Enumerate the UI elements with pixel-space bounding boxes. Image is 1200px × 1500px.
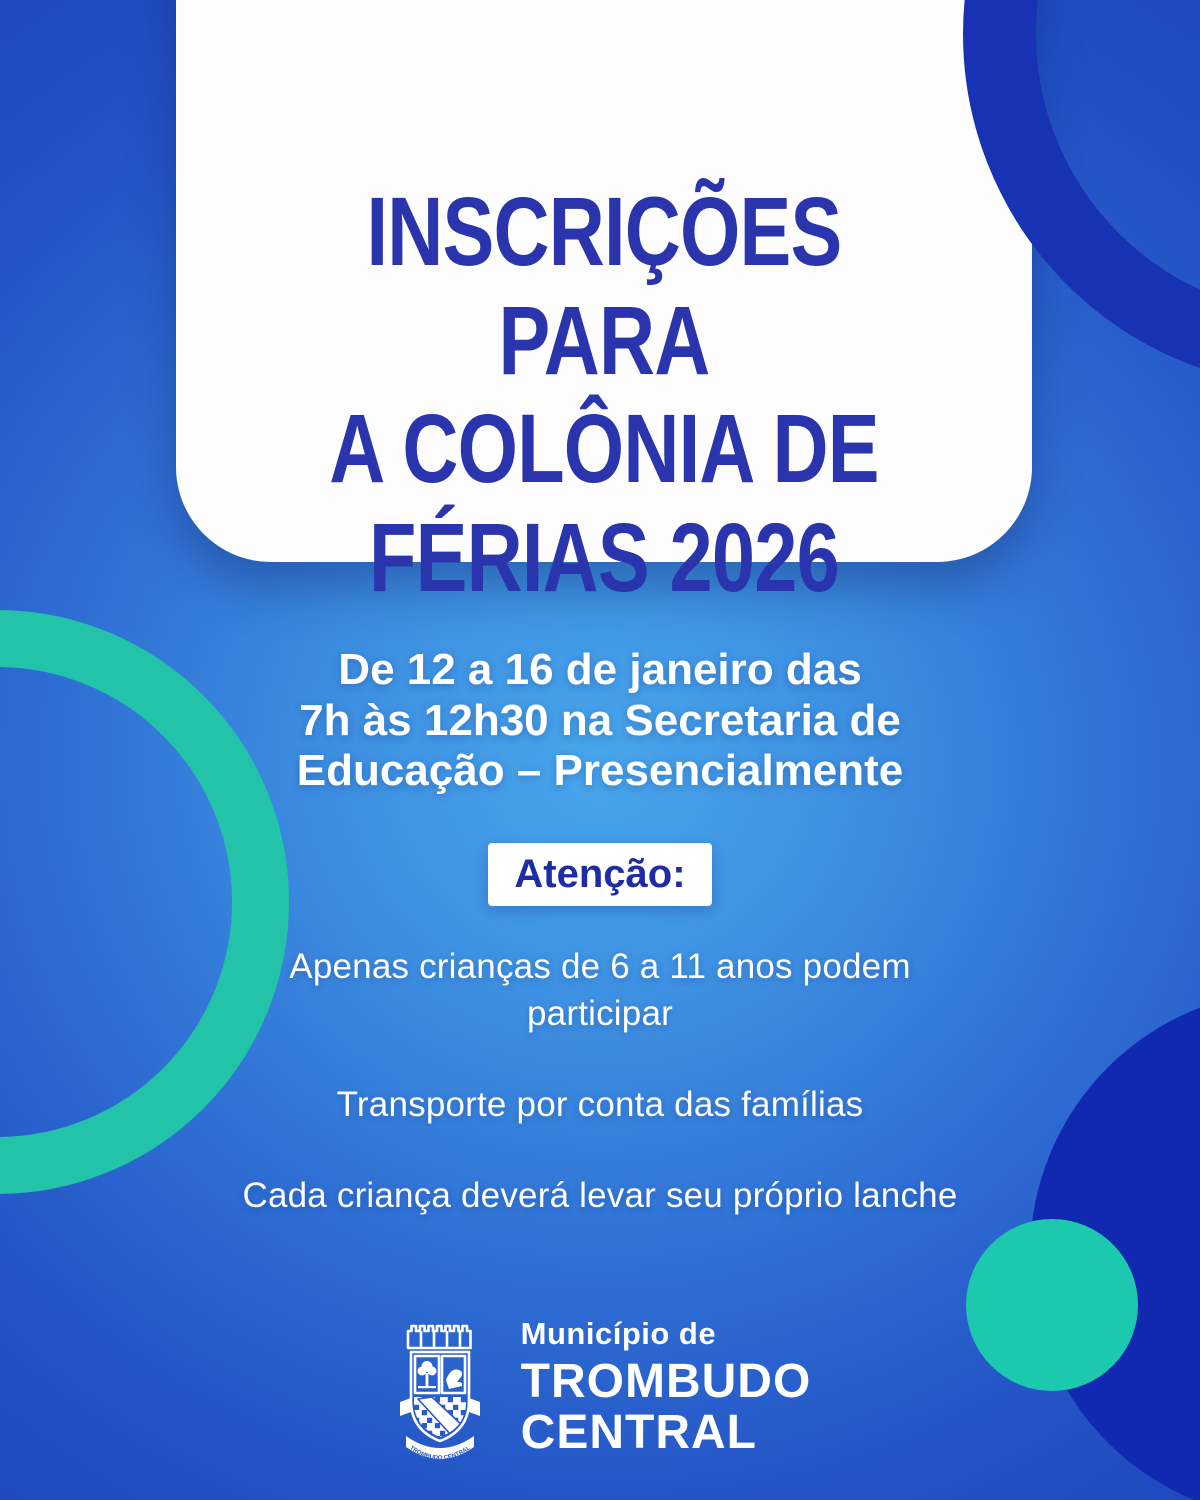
rule-item: Apenas crianças de 6 a 11 anos podem participar xyxy=(289,947,911,1033)
municipality-logo xyxy=(0,1308,1200,1466)
org-name-line-1: TROMBUDO xyxy=(520,1354,812,1408)
title-line-1: INSCRIÇÕES PARA xyxy=(366,177,842,395)
rule-item: Cada criança deverá levar seu próprio lanche xyxy=(242,1175,958,1215)
rules-list xyxy=(0,944,1200,1220)
municipal-crest-icon xyxy=(389,1308,491,1466)
rule-item: Transporte por conta das famílias xyxy=(336,1084,864,1124)
org-prefix: Município de xyxy=(520,1315,717,1351)
schedule-line-1: De 12 a 16 de janeiro das xyxy=(338,645,862,694)
org-name-line-2: CENTRAL xyxy=(520,1405,757,1459)
schedule-line-3: Educação – Presencialmente xyxy=(296,746,904,796)
attention-badge: Atenção: xyxy=(488,843,711,906)
org-name-block xyxy=(521,1316,812,1459)
title-line-2: A COLÔNIA DE xyxy=(329,394,879,504)
poster-title xyxy=(262,178,947,613)
schedule-text xyxy=(0,645,1200,797)
crest-ribbon-text: TROMBUDO CENTRAL xyxy=(408,1445,472,1462)
schedule-line-2: 7h às 12h30 na Secretaria de xyxy=(299,695,901,745)
attention-row xyxy=(0,843,1200,906)
title-line-3: FÉRIAS 2026 xyxy=(369,502,839,612)
